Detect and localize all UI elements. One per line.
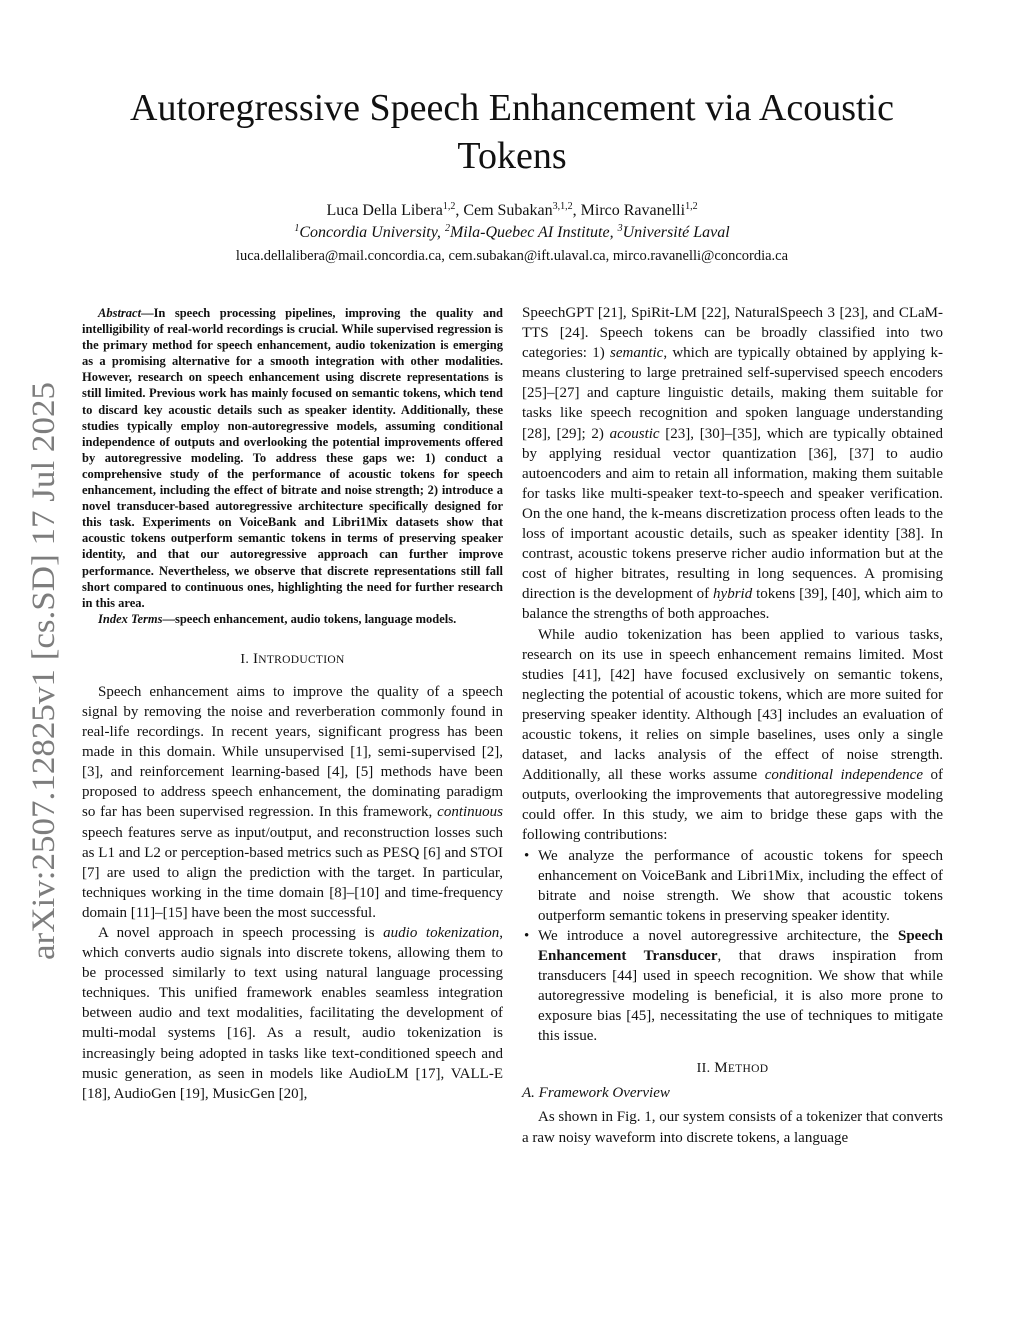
affiliation-mark: 1 <box>294 223 300 234</box>
affiliation-mark: 3 <box>617 223 623 234</box>
arxiv-id-text: arXiv:2507.12825v1 [cs.SD] 17 Jul 2025 <box>26 415 62 960</box>
text-run: tokens [39], [40], which aim to balance the strengths of both approaches. <box>522 586 943 623</box>
contribution-item <box>522 846 943 926</box>
author-affiliation-mark: 1,2 <box>442 201 456 212</box>
abstract <box>82 305 503 611</box>
subsection-heading-framework: A. Framework Overview <box>522 1085 670 1102</box>
intro-paragraph-3 <box>522 303 943 625</box>
intro-paragraph-1 <box>82 682 503 923</box>
contribution-item <box>522 926 943 1047</box>
index-terms-label: Index Terms <box>98 611 163 626</box>
affiliation-name: Mila-Quebec AI Institute, <box>449 224 618 241</box>
text-run: Speech Enhancement Transducer <box>538 927 943 964</box>
text-run: We analyze the performance of acoustic tokens for speech enhancement on VoiceBank and Libri1Mix, including the effect of bitrate and noise strength. We show that acoustic tokens outperform semantic tokens in preserving speaker identity. <box>538 847 943 924</box>
text-run: SpeechGPT [21], SpiRit-LM [22], NaturalSpeech 3 [23], and CLaM-TTS [24]. Speech tokens can be broadly classified into two categories: 1) <box>522 305 943 362</box>
author-emails: luca.dellalibera@mail.concordia.ca, cem.subakan@ift.ulaval.ca, mirco.ravanelli@concordia.ca <box>235 248 789 264</box>
contributions-list <box>522 846 943 1047</box>
text-run: [23], [30]–[35], which are typically obtained by applying residual vector quantization [36], [37] to audio autoencoders and aim to retain all information, making them suitable for tasks like multi-speaker text-to-speech and speaker verification. On the one hand, the k-means discretization process often leads to the loss of important acoustic details, such as speaker identity [38]. In contrast, acoustic tokens preserve richer audio information but at the cost of higher bitrates, resulting in long sequences. A promising direction is the development of <box>522 425 943 603</box>
text-run: Speech enhancement aims to improve the quality of a speech signal by removing the noise and reverberation commonly found in real-life recordings. In recent years, significant progress has been made in this domain. While unsupervised [1], semi-supervised [2], [3], and reinforcement learning-based [4], [5] methods have been proposed to address speech enhancement, the dominating paradigm so far has been supervised regression. In this framework, <box>82 683 503 821</box>
text-run: , that draws inspiration from transducers [44] used in speech recognition. We show that while autoregressive modeling is beneficial, it is also more prone to exposure bias [45], necessitating the use of techniques to mitigate this issue. <box>538 948 943 1045</box>
intro-paragraph-2 <box>82 923 503 1104</box>
arxiv-watermark <box>22 380 64 960</box>
author-name: Mirco Ravanelli <box>580 202 686 219</box>
text-run: speech features serve as input/output, and reconstruction losses such as L1 and L2 or perception-based metrics such as PESQ [6] and STOI [7] are used to align the prediction with the target. In particular, techniques working in the time domain [8]–[10] and time-frequency domain [11]–[15] have been the most successful. <box>82 824 503 921</box>
text-run: While audio tokenization has been applied to various tasks, research on its use in speech enhancement remains limited. Most studies [41], [42] have focused exclusively on semantic tokens, neglecting the potential of acoustic tokens, which are more suited for preserving speaker identity. Although [43] includes an evaluation of acoustic tokens, it relies on simple baselines, uses only a single dataset, and lacks analysis of the effect of noise strength. Additionally, all these works assume <box>522 626 943 784</box>
text-run: , which are typically obtained by applying k-means clustering to large pretrained self-supervised speech encoders [25]–[27] and capture linguistic details, making them suitable for tasks like speech recognition and spoken language understanding [28], [29]; 2) <box>522 345 944 442</box>
text-run: We introduce a novel autoregressive architecture, the <box>538 927 898 944</box>
text-run: semantic <box>610 345 664 362</box>
section-heading-method: II. METHOD <box>696 1060 769 1077</box>
text-run: acoustic <box>609 425 660 442</box>
author-affiliation-mark: 1,2 <box>685 201 698 212</box>
index-terms <box>82 611 503 627</box>
section-heading-introduction: I. INTRODUCTION <box>240 650 345 667</box>
text-run: hybrid <box>713 586 753 603</box>
author-name: Luca Della Libera <box>326 202 443 219</box>
paper-title: Autoregressive Speech Enhancement via Acoustic Tokens <box>130 87 894 177</box>
text-run: conditional independence <box>764 767 923 784</box>
text-run: A novel approach in speech processing is <box>98 925 384 941</box>
right-column <box>522 303 943 1148</box>
author-affiliation-mark: 3,1,2 <box>552 201 573 212</box>
bullet-icon: • <box>524 927 530 944</box>
bullet-icon: • <box>524 847 530 864</box>
affiliation-name: Concordia University, <box>299 224 445 241</box>
intro-paragraph-4 <box>522 625 943 846</box>
text-run: continuous <box>437 804 503 821</box>
affiliation-name: Université Laval <box>622 224 730 241</box>
abstract-text: —In speech processing pipelines, improving the quality and intelligibility of real-world recordings is crucial. While supervised regression is the primary method for speech enhancement, audio tokenization is emerging as a promising alternative for a smooth integration with other modalities. However, research on speech enhancement using discrete representations is still limited. Previous work has mainly focused on semantic tokens, which tend to discard key acoustic details such as speaker identity. Additionally, these studies typically employ non-autoregressive models, assuming conditional independence of outputs and overlooking the potential improvements offered by autoregressive modeling. To address these gaps we: 1) conduct a comprehensive study of the performance of acoustic tokens for speech enhancement, including the effect of bitrate and noise strength; 2) introduce a novel transducer-based autoregressive architecture specifically designed for this task. Experiments on VoiceBank and Libri1Mix datasets show that acoustic tokens outperform semantic tokens in terms of preserving speaker identity, and that our autoregressive approach can further improve performance. Nevertheless, we observe that discrete representations still fall short compared to continuous ones, highlighting the need for further research in this area. <box>82 306 503 610</box>
abstract-label: Abstract <box>98 306 142 320</box>
left-column <box>82 305 503 1104</box>
text-run: of outputs, overlooking the improvements that autoregressive modeling could offer. In this study, we aim to bridge these gaps with the following contributions: <box>522 767 943 844</box>
index-terms-text: —speech enhancement, audio tokens, language models. <box>162 611 457 626</box>
affiliation-mark: 2 <box>444 223 450 234</box>
text-run: , which converts audio signals into discrete tokens, allowing them to be processed similarly to text using natural language processing techniques. This unified framework enables seamless integration between audio and text modalities, facilitating the development of multi-modal systems [16]. As a result, audio tokenization is increasingly being adopted in tasks like text-conditioned speech and music generation, as seen in models like AudioLM [17], VALL-E [18], AudioGen [19], MusicGen [20], <box>82 925 503 1102</box>
affiliation-list <box>112 223 912 243</box>
author-name: Cem Subakan <box>463 202 553 219</box>
text-run: audio tokenization <box>383 925 500 941</box>
method-paragraph-1: As shown in Fig. 1, our system consists of a tokenizer that converts a raw noisy waveform into discrete tokens, a language <box>522 1109 943 1146</box>
author-list: Luca Della Libera$^{1,2}$, Cem Subakan$^{3,1,2}$, Mirco Ravanelli$^{1,2}$ <box>326 201 698 219</box>
